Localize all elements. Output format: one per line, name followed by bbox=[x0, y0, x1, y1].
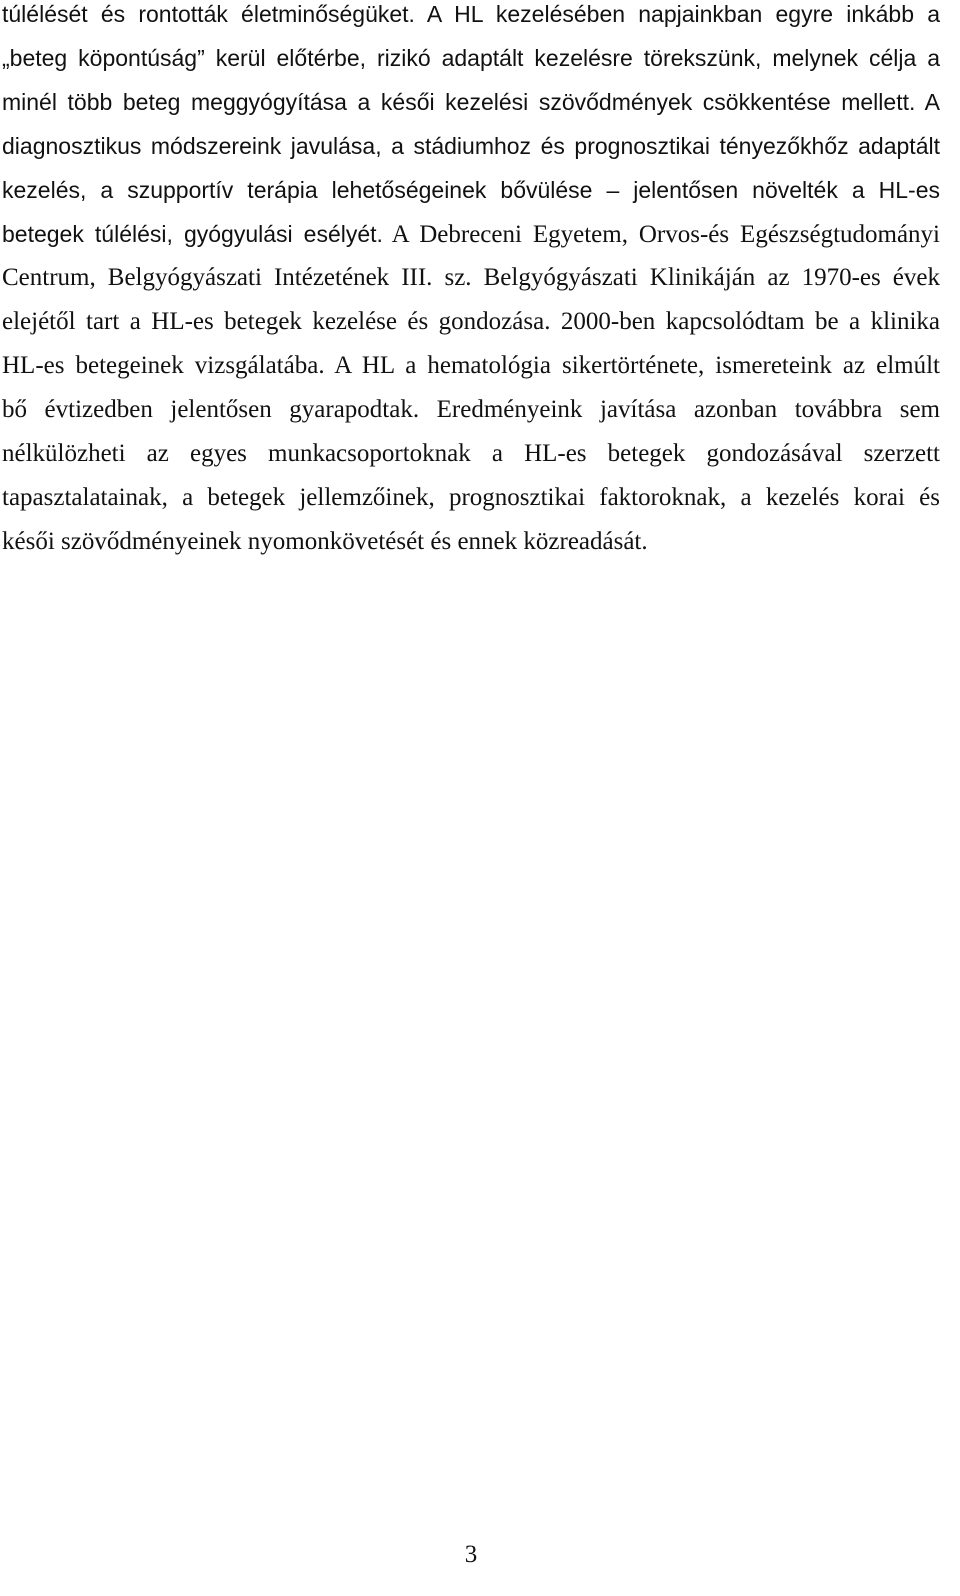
text-segment: Centrum, Belgyógyászati Intézetének III. sz. Belgyógyászati Klinikáján az 1970-es évek bbox=[2, 264, 940, 291]
text-line bbox=[2, 476, 940, 520]
text-segment: diagnosztikus módszereink javulása, a stádiumhoz és prognosztikai tényezőkhőz adaptált bbox=[2, 133, 940, 159]
text-segment: A Debreceni Egyetem, Orvos-és Egészségtudományi bbox=[391, 221, 940, 248]
text-segment: tapasztalatainak, a betegek jellemzőinek, prognosztikai faktoroknak, a kezelés korai és bbox=[2, 484, 940, 511]
text-segment: elejétől tart a HL-es betegek kezelése és gondozása. 2000-ben kapcsolódtam be a klinika bbox=[2, 308, 940, 335]
text-line bbox=[2, 388, 940, 432]
text-line bbox=[2, 344, 940, 388]
text-line bbox=[2, 300, 940, 344]
text-line bbox=[2, 432, 940, 476]
text-segment: késői szövődményeinek nyomonkövetését és ennek közreadását. bbox=[2, 528, 648, 555]
page-number: 3 bbox=[464, 1541, 478, 1568]
text-line bbox=[2, 0, 940, 36]
text-line bbox=[2, 520, 940, 564]
text-line bbox=[2, 168, 940, 212]
text-line bbox=[2, 256, 940, 300]
text-line bbox=[2, 212, 940, 256]
text-line bbox=[2, 80, 940, 124]
text-line bbox=[2, 124, 940, 168]
text-segment: nélkülözheti az egyes munkacsoportoknak a HL-es betegek gondozásával szerzett bbox=[2, 440, 940, 467]
text-segment: HL-es betegeinek vizsgálatába. A HL a hematológia sikertörténete, ismereteink az elmúlt bbox=[2, 352, 940, 379]
text-line bbox=[2, 36, 940, 80]
text-segment: kezelés, a szupportív terápia lehetőségeinek bővülése – jelentősen növelték a HL-es bbox=[2, 177, 940, 203]
text-segment: betegek túlélési, gyógyulási esélyét. bbox=[2, 221, 383, 247]
text-segment: bő évtizedben jelentősen gyarapodtak. Eredményeink javítása azonban továbbra sem bbox=[2, 396, 940, 423]
text-segment: túlélését és rontották életminőségüket. A HL kezelésében napjainkban egyre inkább a bbox=[2, 1, 940, 27]
text-segment: minél több beteg meggyógyítása a késői kezelési szövődmények csökkentése mellett. A bbox=[2, 89, 940, 115]
body-paragraph bbox=[2, 0, 940, 564]
text-segment: „beteg köpontúság” kerül előtérbe, rizikó adaptált kezelésre törekszünk, melynek célja a bbox=[2, 45, 940, 71]
